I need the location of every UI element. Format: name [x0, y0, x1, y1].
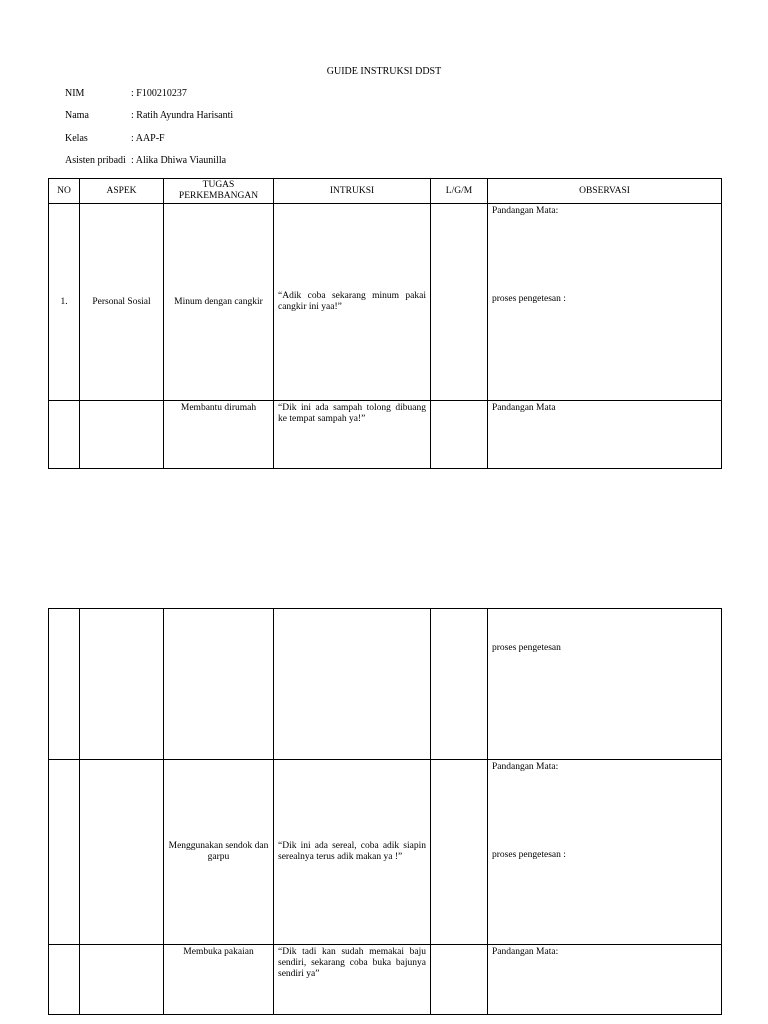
cell-instruksi: “Adik coba sekarang minum pakai cangkir ini yaa!” [274, 204, 431, 401]
info-row-nama [65, 110, 233, 122]
cell-lgm [431, 609, 488, 760]
cell-observasi [488, 760, 722, 945]
info-row-asisten [65, 155, 226, 167]
header-instruksi: INTRUKSI [274, 179, 431, 204]
header-observasi: OBSERVASI [488, 179, 722, 204]
header-lgm: L/G/M [431, 179, 488, 204]
info-value: : AAP-F [131, 133, 165, 144]
cell-no [49, 945, 80, 1015]
ddst-table-page1 [48, 178, 722, 469]
cell-aspek [80, 609, 164, 760]
obs-proses: proses pengetesan : [492, 850, 566, 860]
info-label: NIM [65, 88, 85, 99]
table-row [49, 401, 722, 469]
cell-aspek: Personal Sosial [80, 204, 164, 401]
cell-aspek [80, 760, 164, 945]
table-row [49, 609, 722, 760]
info-label: Kelas [65, 133, 88, 144]
obs-proses: proses pengetesan [492, 643, 561, 653]
header-no: NO [49, 179, 80, 204]
info-row-nim [65, 88, 187, 100]
cell-no [49, 401, 80, 469]
cell-observasi [488, 609, 722, 760]
cell-aspek [80, 945, 164, 1015]
cell-observasi [488, 401, 722, 469]
header-tugas: TUGAS PERKEMBANGAN [164, 179, 274, 204]
info-value: : Alika Dhiwa Viaunilla [131, 155, 227, 166]
table-row [49, 760, 722, 945]
cell-tugas: Membuka pakaian [164, 945, 274, 1015]
cell-observasi [488, 204, 722, 401]
obs-pandangan: Pandangan Mata: [492, 206, 559, 216]
header-aspek: ASPEK [80, 179, 164, 204]
info-label: Asisten pribadi [65, 155, 126, 166]
obs-proses: proses pengetesan : [492, 294, 566, 304]
cell-instruksi: “Dik ini ada sereal, coba adik siapin serealnya terus adik makan ya !” [274, 760, 431, 945]
info-label: Nama [65, 110, 89, 121]
obs-pandangan: Pandangan Mata [492, 403, 556, 413]
document-title: GUIDE INSTRUKSI DDST [326, 66, 442, 77]
cell-instruksi [274, 609, 431, 760]
cell-aspek [80, 401, 164, 469]
ddst-table-page2 [48, 608, 722, 1015]
cell-lgm [431, 204, 488, 401]
cell-tugas: Minum dengan cangkir [164, 204, 274, 401]
table-row [49, 204, 722, 401]
cell-lgm [431, 760, 488, 945]
table-row [49, 945, 722, 1015]
info-value: : F100210237 [131, 88, 187, 99]
cell-no [49, 609, 80, 760]
info-value: : Ratih Ayundra Harisanti [131, 110, 234, 121]
cell-tugas: Menggunakan sendok dan garpu [164, 760, 274, 945]
info-row-kelas [65, 133, 165, 145]
cell-no [49, 760, 80, 945]
cell-instruksi: “Dik ini ada sampah tolong dibuang ke tempat sampah ya!” [274, 401, 431, 469]
cell-lgm [431, 401, 488, 469]
cell-instruksi: “Dik tadi kan sudah memakai baju sendiri, sekarang coba buka bajunya sendiri ya” [274, 945, 431, 1015]
cell-tugas: Membantu dirumah [164, 401, 274, 469]
cell-observasi [488, 945, 722, 1015]
table-header-row [49, 179, 722, 204]
cell-tugas [164, 609, 274, 760]
obs-pandangan: Pandangan Mata: [492, 947, 559, 957]
obs-pandangan: Pandangan Mata: [492, 762, 559, 772]
cell-no: 1. [49, 204, 80, 401]
cell-lgm [431, 945, 488, 1015]
